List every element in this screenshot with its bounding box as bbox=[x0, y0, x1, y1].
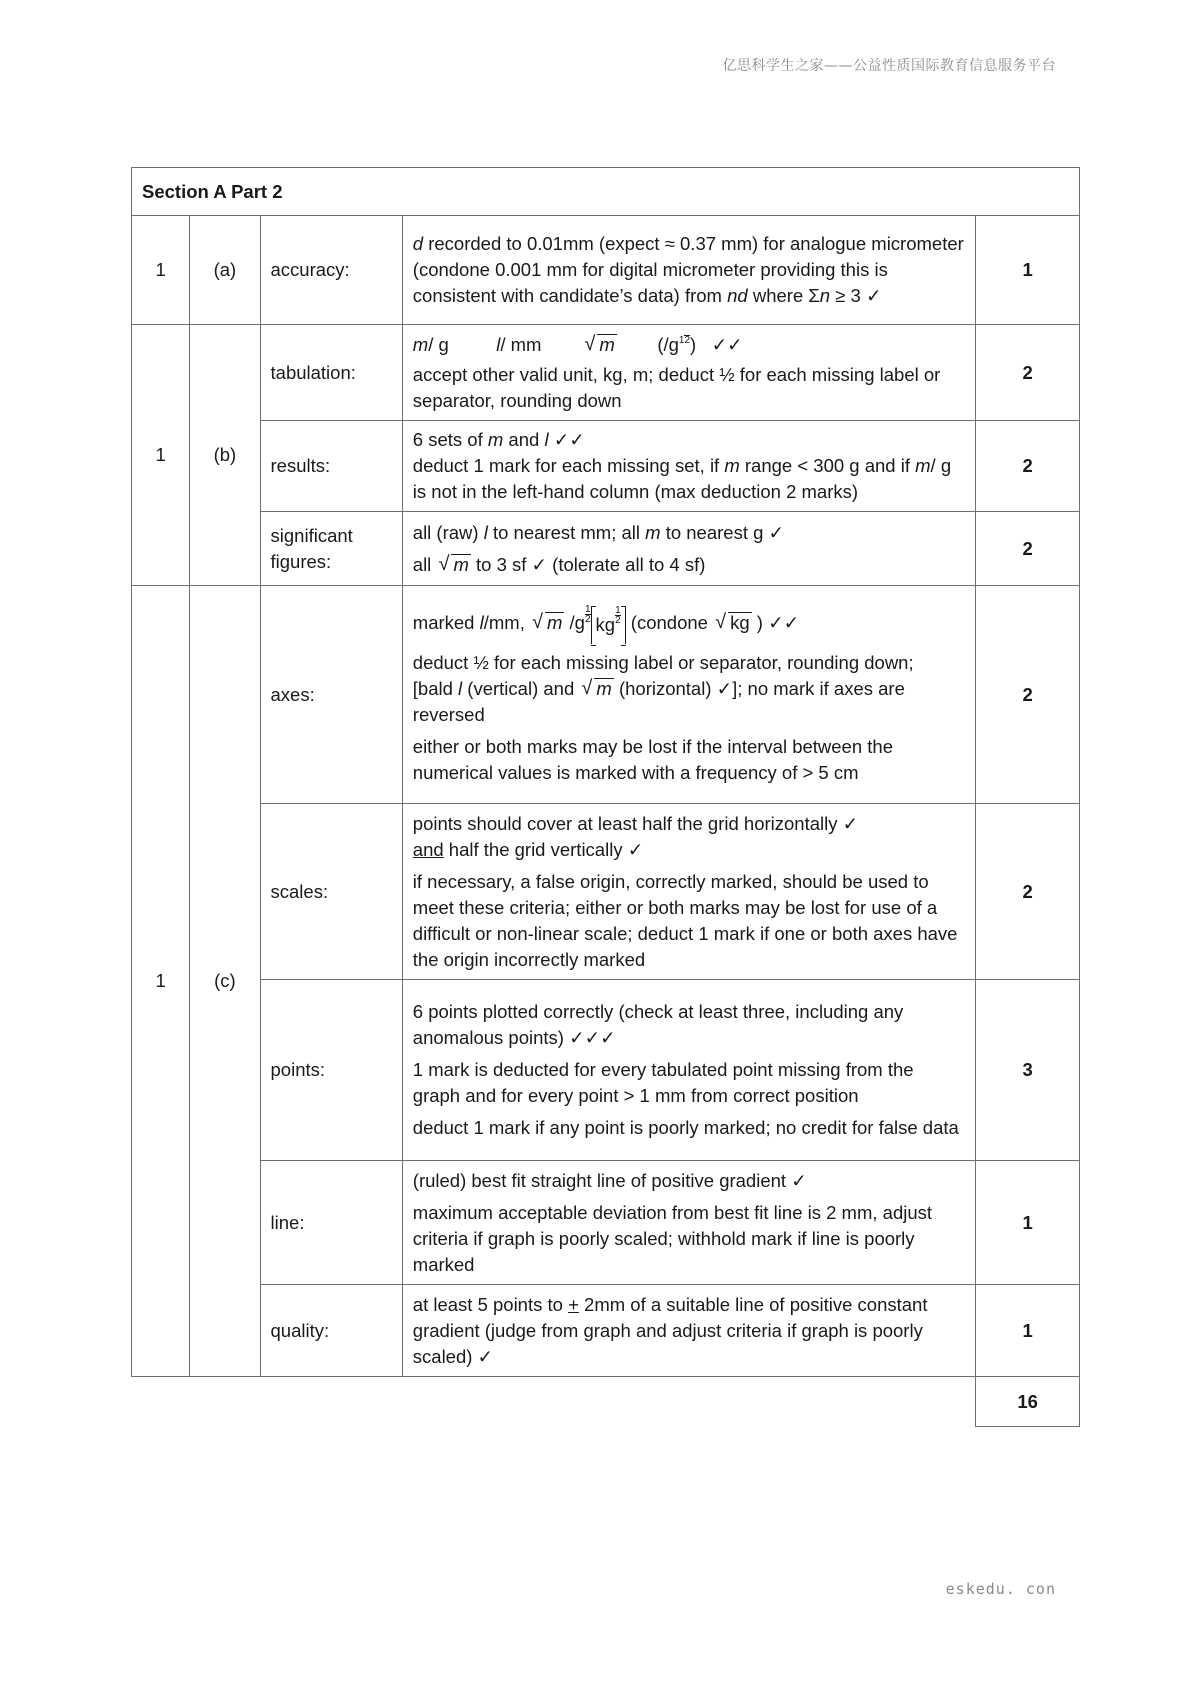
frac-num: 1 bbox=[615, 605, 621, 617]
axes-text-2b: [bald bbox=[412, 677, 459, 699]
table-heading-example bbox=[413, 332, 966, 358]
results-text-4: / g is not in the left-hand column (max deduction 2 marks) bbox=[412, 455, 952, 502]
mark-value: 2 bbox=[976, 325, 1080, 421]
line-text-2: maximum acceptable deviation from best fit line is 2 mm, adjust criteria if graph is poorly scaled; withhold mark if line is poorly marked bbox=[412, 1201, 933, 1275]
criterion-text bbox=[402, 421, 976, 512]
mark-value: 2 bbox=[976, 421, 1080, 512]
axes-text-2d: (horizontal) ✓]; no mark if axes are reversed bbox=[412, 677, 905, 725]
axes-text-3: either or both marks may be lost if the interval between the numerical values is marked with a frequency of > 5 cm bbox=[412, 735, 893, 783]
kg-half-bracket bbox=[591, 606, 626, 644]
var-m: m bbox=[915, 455, 931, 476]
line-text-1: (ruled) best fit straight line of positive gradient ✓ bbox=[412, 1169, 807, 1191]
part-label: (b) bbox=[190, 325, 260, 586]
unit-mm: / mm bbox=[500, 333, 542, 355]
total-row bbox=[132, 1377, 1080, 1427]
var-l: l bbox=[544, 429, 549, 450]
var-m: m bbox=[487, 429, 504, 450]
tabulation-text: accept other valid unit, kg, m; deduct ½ for each missing label or separator, rounding down bbox=[412, 363, 941, 411]
mark-value: 3 bbox=[976, 980, 1080, 1161]
criterion-text bbox=[402, 512, 976, 586]
criterion-label: significant figures: bbox=[260, 512, 402, 586]
points-text-1: 6 points plotted correctly (check at least three, including any anomalous points) ✓✓✓ bbox=[412, 1001, 904, 1048]
unit-post: ) bbox=[690, 333, 697, 355]
criterion-label: tabulation: bbox=[260, 325, 402, 421]
sf-text-2: to nearest mm; all bbox=[487, 521, 646, 543]
footer-watermark: eskedu. con bbox=[945, 1580, 1056, 1598]
criterion-label: results: bbox=[260, 421, 402, 512]
var-m: m bbox=[645, 521, 661, 543]
criterion-text bbox=[402, 586, 976, 804]
mark-value: 2 bbox=[976, 804, 1080, 980]
axes-condone: (condone bbox=[625, 612, 714, 634]
var-l: l bbox=[479, 612, 484, 634]
plus-minus: + bbox=[568, 1293, 579, 1315]
scales-text-3: if necessary, a false origin, correctly marked, should be used to meet these criteria; either or both marks may be lost for use of a difficult or non-linear scale; deduct 1 mark if one or both axes have the origin incorrectly marked bbox=[412, 870, 958, 970]
results-and: and bbox=[503, 429, 545, 450]
results-text-3: range < 300 g and if bbox=[739, 455, 916, 476]
section-header-row bbox=[132, 168, 1080, 216]
frac-num: 1 bbox=[584, 604, 591, 616]
row-1c-quality bbox=[132, 1285, 1080, 1377]
unit-pre: (/g bbox=[657, 333, 679, 355]
fraction-half bbox=[615, 606, 621, 625]
quality-text-2: 2mm of a suitable line of positive constant gradient (judge from graph and adjust criteria if graph is poorly scaled) ✓ bbox=[412, 1293, 928, 1367]
sf-text-3: to nearest g ✓ bbox=[660, 521, 785, 543]
mark-value: 1 bbox=[976, 216, 1080, 325]
mark-value: 2 bbox=[976, 586, 1080, 804]
criterion-label: points: bbox=[260, 980, 402, 1161]
var-m: m bbox=[724, 455, 740, 476]
criterion-text bbox=[402, 216, 976, 325]
question-number: 1 bbox=[132, 325, 190, 586]
var-n: n bbox=[819, 285, 831, 306]
accuracy-text-2: where Σ bbox=[747, 285, 820, 306]
frac-den: 2 bbox=[615, 615, 621, 627]
header-watermark: 亿思科学生之家——公益性质国际教育信息服务平台 bbox=[722, 58, 1056, 74]
sf-text-1: all (raw) bbox=[412, 521, 484, 543]
unit-g: / g bbox=[428, 333, 449, 355]
criterion-text bbox=[402, 804, 976, 980]
var-l: l bbox=[496, 333, 501, 355]
fraction-half bbox=[679, 335, 690, 345]
sqrt-m bbox=[581, 676, 613, 702]
criterion-label: scales: bbox=[260, 804, 402, 980]
row-1b-tabulation bbox=[132, 325, 1080, 421]
unit-g: /g bbox=[564, 612, 585, 634]
quality-text-1: at least 5 points to bbox=[412, 1293, 569, 1315]
criterion-label: line: bbox=[260, 1161, 402, 1285]
mark-scheme-table bbox=[131, 167, 1080, 1427]
var-m: m bbox=[453, 553, 469, 575]
tick-marks: ✓✓ bbox=[548, 429, 585, 450]
accuracy-text-1: recorded to 0.01mm (expect ≈ 0.37 mm) for analogue micrometer (condone 0.001 mm for digital micrometer providing this is consistent with candidate’s data) from bbox=[412, 233, 964, 306]
criterion-text bbox=[402, 980, 976, 1161]
criterion-text bbox=[402, 1285, 976, 1377]
question-number: 1 bbox=[132, 586, 190, 1377]
sf-text-5: to 3 sf ✓ (tolerate all to 4 sf) bbox=[470, 553, 706, 575]
sqrt-m bbox=[438, 552, 470, 578]
var-l: l bbox=[458, 677, 463, 699]
var-m: m bbox=[596, 677, 612, 699]
sqrt-m bbox=[584, 332, 657, 358]
row-1a bbox=[132, 216, 1080, 325]
criterion-label: accuracy: bbox=[260, 216, 402, 325]
unit-kg: kg bbox=[730, 612, 750, 634]
part-label: (c) bbox=[190, 586, 260, 1377]
unit-g-half bbox=[657, 332, 696, 358]
axes-marked: marked bbox=[412, 612, 480, 634]
tick-marks: ✓✓ bbox=[711, 333, 743, 355]
question-number: 1 bbox=[132, 216, 190, 325]
frac-den: 2 bbox=[684, 335, 691, 347]
frac-den: 2 bbox=[584, 614, 591, 626]
total-marks: 16 bbox=[976, 1377, 1080, 1427]
row-1c-line bbox=[132, 1161, 1080, 1285]
points-text-2: 1 mark is deducted for every tabulated point missing from the graph and for every point > 1 mm from correct position bbox=[412, 1059, 914, 1106]
var-m: m bbox=[546, 612, 563, 634]
mark-value: 1 bbox=[976, 1161, 1080, 1285]
row-1c-axes bbox=[132, 586, 1080, 804]
scales-text-2: half the grid vertically ✓ bbox=[443, 838, 644, 860]
var-m: m bbox=[412, 333, 429, 355]
points-text-3: deduct 1 mark if any point is poorly marked; no credit for false data bbox=[412, 1117, 959, 1138]
tick-marks: ) ✓✓ bbox=[751, 612, 800, 634]
section-title: Section A Part 2 bbox=[132, 168, 1080, 216]
criterion-label: axes: bbox=[260, 586, 402, 804]
criterion-text bbox=[402, 325, 976, 421]
scales-text-1: points should cover at least half the grid horizontally ✓ bbox=[412, 812, 859, 834]
sf-text-4: all bbox=[412, 553, 437, 575]
criterion-label: quality: bbox=[260, 1285, 402, 1377]
part-label: (a) bbox=[190, 216, 260, 325]
sqrt-m bbox=[532, 603, 564, 643]
total-spacer bbox=[132, 1377, 976, 1427]
accuracy-text-3: ≥ 3 ✓ bbox=[830, 285, 882, 306]
row-1c-points bbox=[132, 980, 1080, 1161]
frac-num: 1 bbox=[678, 335, 685, 347]
scales-and: and bbox=[412, 838, 444, 860]
results-text-1: 6 sets of bbox=[412, 429, 488, 450]
unit-mm: /mm, bbox=[483, 612, 530, 634]
var-m: m bbox=[599, 333, 615, 355]
unit-kg: kg bbox=[595, 613, 616, 635]
var-l: l bbox=[483, 521, 488, 543]
var-nd: nd bbox=[727, 285, 748, 306]
row-1b-sig-figs bbox=[132, 512, 1080, 586]
row-1c-scales bbox=[132, 804, 1080, 980]
mark-value: 1 bbox=[976, 1285, 1080, 1377]
axes-text-2c: (vertical) and bbox=[462, 677, 580, 699]
mark-value: 2 bbox=[976, 512, 1080, 586]
results-text-2: deduct 1 mark for each missing set, if bbox=[412, 455, 725, 476]
var-d: d bbox=[412, 233, 424, 254]
sqrt-kg bbox=[715, 603, 752, 643]
row-1b-results bbox=[132, 421, 1080, 512]
criterion-text bbox=[402, 1161, 976, 1285]
axes-text-2a: deduct ½ for each missing label or separator, rounding down; bbox=[412, 651, 914, 673]
